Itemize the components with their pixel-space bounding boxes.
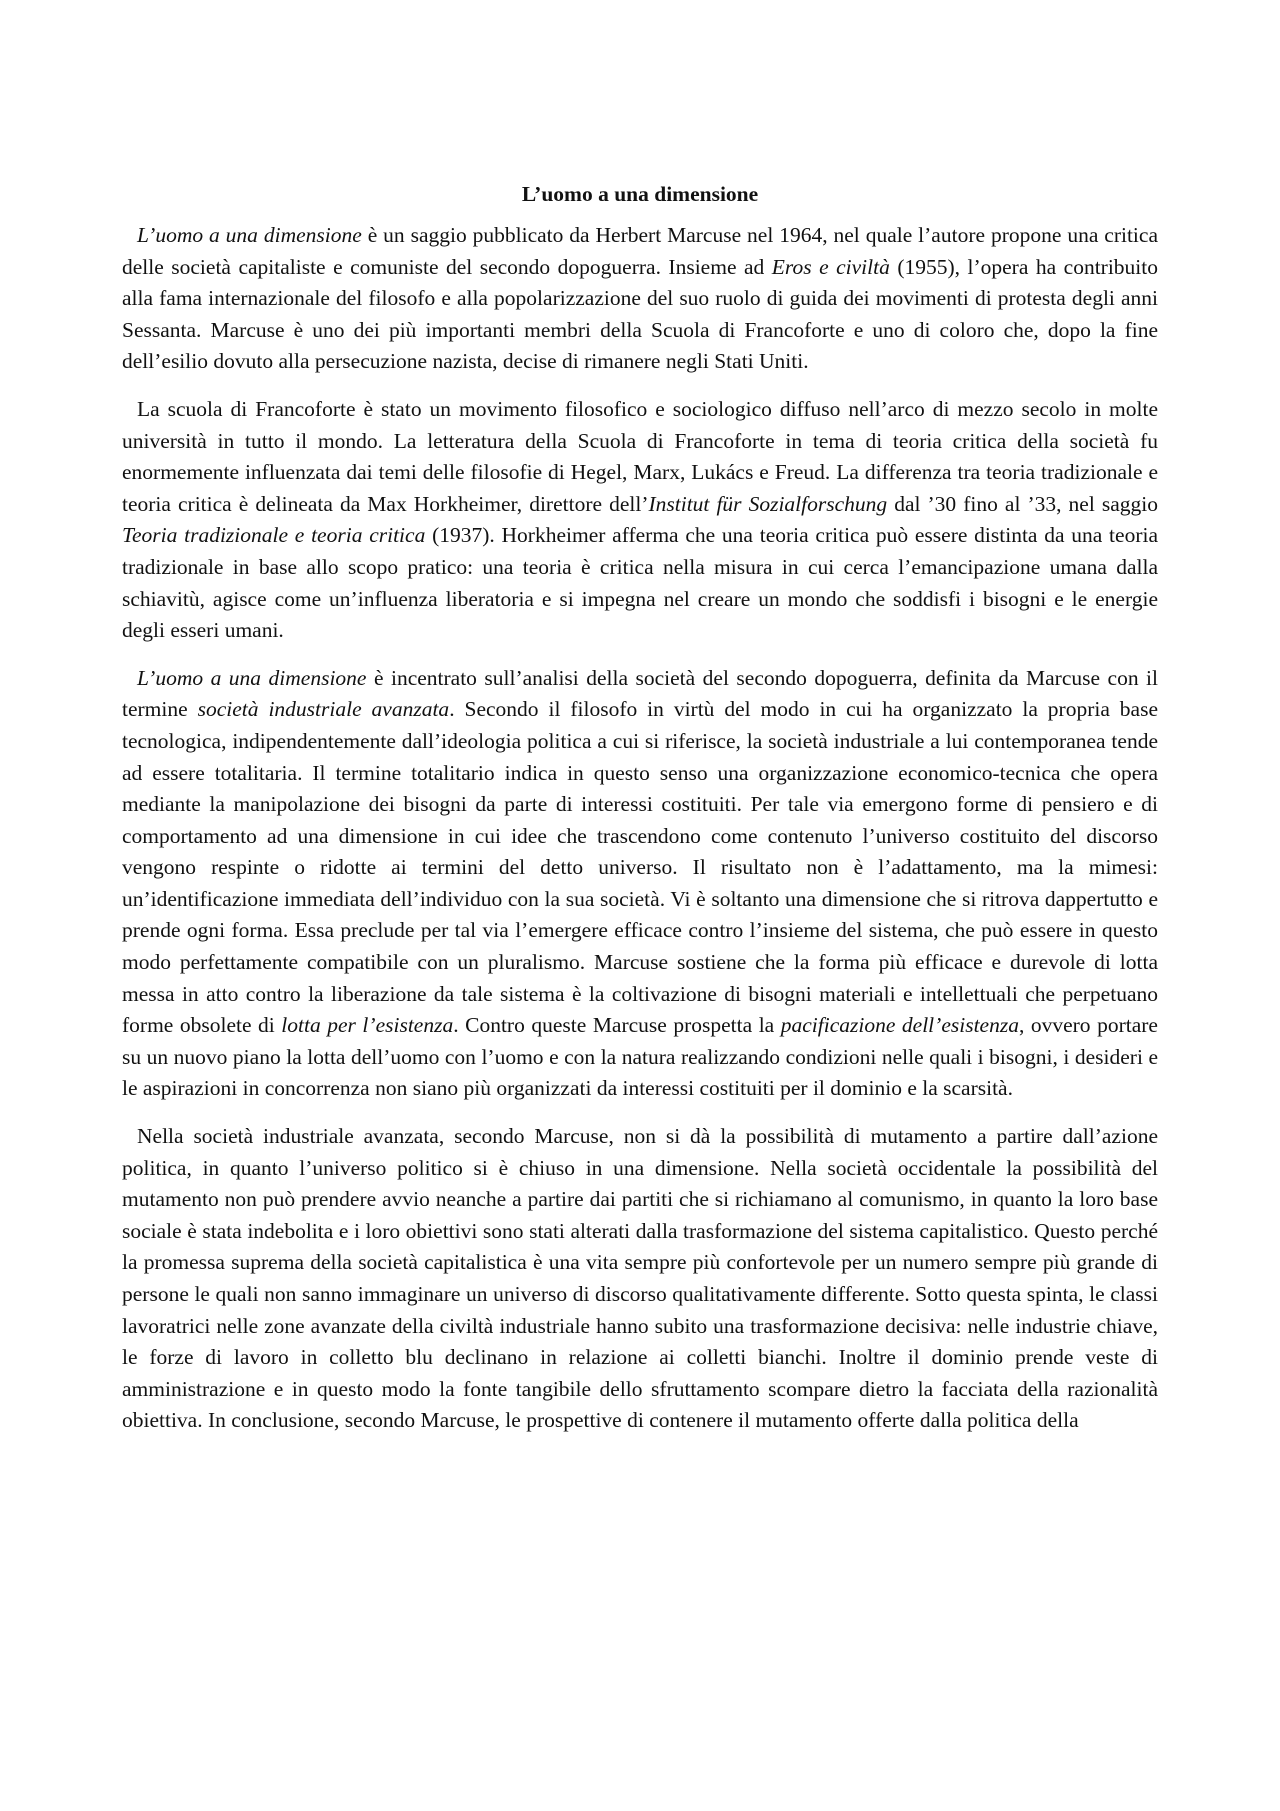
text-run: L’uomo a una dimensione xyxy=(137,223,362,247)
text-run: (1955), l’opera ha contribuito alla fama internazionale del filosofo e alla popolarizzazione del suo ruolo di guida dei movimenti di protesta degli anni Sessanta. Marcuse è uno dei più importanti membri della Scuola di Francoforte e uno di coloro che, dopo la fine dell’esilio dovuto alla persecuzione nazista, decise di rimanere negli Stati Uniti. xyxy=(122,254,1159,374)
paragraph xyxy=(122,663,1158,1105)
text-run: Teoria tradizionale e teoria critica xyxy=(122,523,426,548)
text-run: Eros e civiltà xyxy=(771,254,890,279)
paragraph xyxy=(122,394,1158,647)
text-run: è un saggio pubblicato da Herbert Marcuse nel 1964, nel quale l’autore propone una critica delle società capitaliste e comuniste del secondo dopoguerra. Insieme ad xyxy=(122,223,1158,279)
paragraph xyxy=(122,220,1158,378)
text-run: , ovvero portare su un nuovo piano la lotta dell’uomo con l’uomo e con la natura realizzando condizioni nelle quali i bisogni, i desideri e le aspirazioni in concorrenza non siano più organizzati da interessi costituiti per il dominio e la scarsità. xyxy=(122,1013,1158,1101)
text-run: lotta per l’esistenza xyxy=(281,1013,454,1038)
text-run: (1937). Horkheimer afferma che una teoria critica può essere distinta da una teoria tradizionale in base allo scopo pratico: una teoria è critica nella misura in cui cerca l’emancipazione umana dalla schiavitù, agisce come un’influenza liberatoria e si impegna nel creare un mondo che soddisfi i bisogni e le energie degli esseri umani. xyxy=(122,523,1158,643)
document-body xyxy=(122,178,1158,1437)
text-run: società industriale avanzata xyxy=(197,697,450,722)
text-run: pacificazione dell’esistenza xyxy=(780,1013,1019,1038)
text-run: La scuola di Francoforte è stato un movimento filosofico e sociologico diffuso nell’arco di mezzo secolo in molte università in tutto il mondo. La letteratura della Scuola di Francoforte in tema di teoria critica della società fu enormemente influenzata dai temi delle filosofie di Hegel, Marx, Lukács e Freud. La differenza tra teoria tradizionale e teoria critica è delineata da Max Horkheimer, direttore dell’ xyxy=(122,396,1158,516)
paragraph xyxy=(122,1121,1158,1437)
text-run: Institut für Sozialforschung xyxy=(648,491,888,516)
text-run: . Secondo il filosofo in virtù del modo in cui ha organizzato la propria base tecnologica, indipendentemente dall’ideologia politica a cui si riferisce, la società industriale a lui contemporanea tende ad essere totalitaria. Il termine totalitario indica in questo senso una organizzazione economico-tecnica che opera mediante la manipolazione dei bisogni da parte di interessi costituiti. Per tale via emergono forme di pensiero e di comportamento ad una dimensione in cui idee che trascendono come contenuto l’universo costituito del discorso vengono respinte o ridotte ai termini del detto universo. Il risultato non è l’adattamento, ma la mimesi: un’identificazione immediata dell’individuo con la sua società. Vi è soltanto una dimensione che si ritrova dappertutto e prende ogni forma. Essa preclude per tal via l’emergere efficace contro l’insieme del sistema, che può essere in questo modo perfettamente compatibile con un pluralismo. Marcuse sostiene che la forma più efficace e durevole di lotta messa in atto contro la liberazione da tale sistema è la coltivazione di bisogni materiali e intellettuali che perpetuano forme obsolete di xyxy=(122,697,1159,1038)
text-run: dal ’30 fino al ’33, nel saggio xyxy=(887,491,1158,516)
text-run: è incentrato sull’analisi della società del secondo dopoguerra, definita da Marcuse con il termine xyxy=(122,665,1158,722)
text-run: Nella società industriale avanzata, secondo Marcuse, non si dà la possibilità di mutamento a partire dall’azione politica, in quanto l’universo politico si è chiuso in una dimensione. Nella società occidentale la possibilità del mutamento non può prendere avvio neanche a partire dai partiti che si richiamano al comunismo, in quanto la loro base sociale è stata indebolita e i loro obiettivi sono stati alterati dalla trasformazione del sistema capitalistico. Questo perché la promessa suprema della società capitalistica è una vita sempre più confortevole per un numero sempre più grande di persone le quali non sanno immaginare un universo di discorso qualitativamente differente. Sotto questa spinta, le classi lavoratrici nelle zone avanzate della civiltà industriale hanno subito una trasformazione decisiva: nelle industrie chiave, le forze di lavoro in colletto blu declinano in relazione ai colletti bianchi. Inoltre il dominio prende veste di amministrazione e in questo modo la fonte tangibile dello sfruttamento scompare dietro la facciata della razionalità obiettiva. In conclusione, secondo Marcuse, le prospettive di contenere il mutamento offerte dalla politica della xyxy=(122,1124,1158,1433)
text-run: . Contro queste Marcuse prospetta la xyxy=(453,1013,781,1038)
document-title: L’uomo a una dimensione xyxy=(521,182,759,206)
text-run: L’uomo a una dimensione xyxy=(137,665,367,690)
